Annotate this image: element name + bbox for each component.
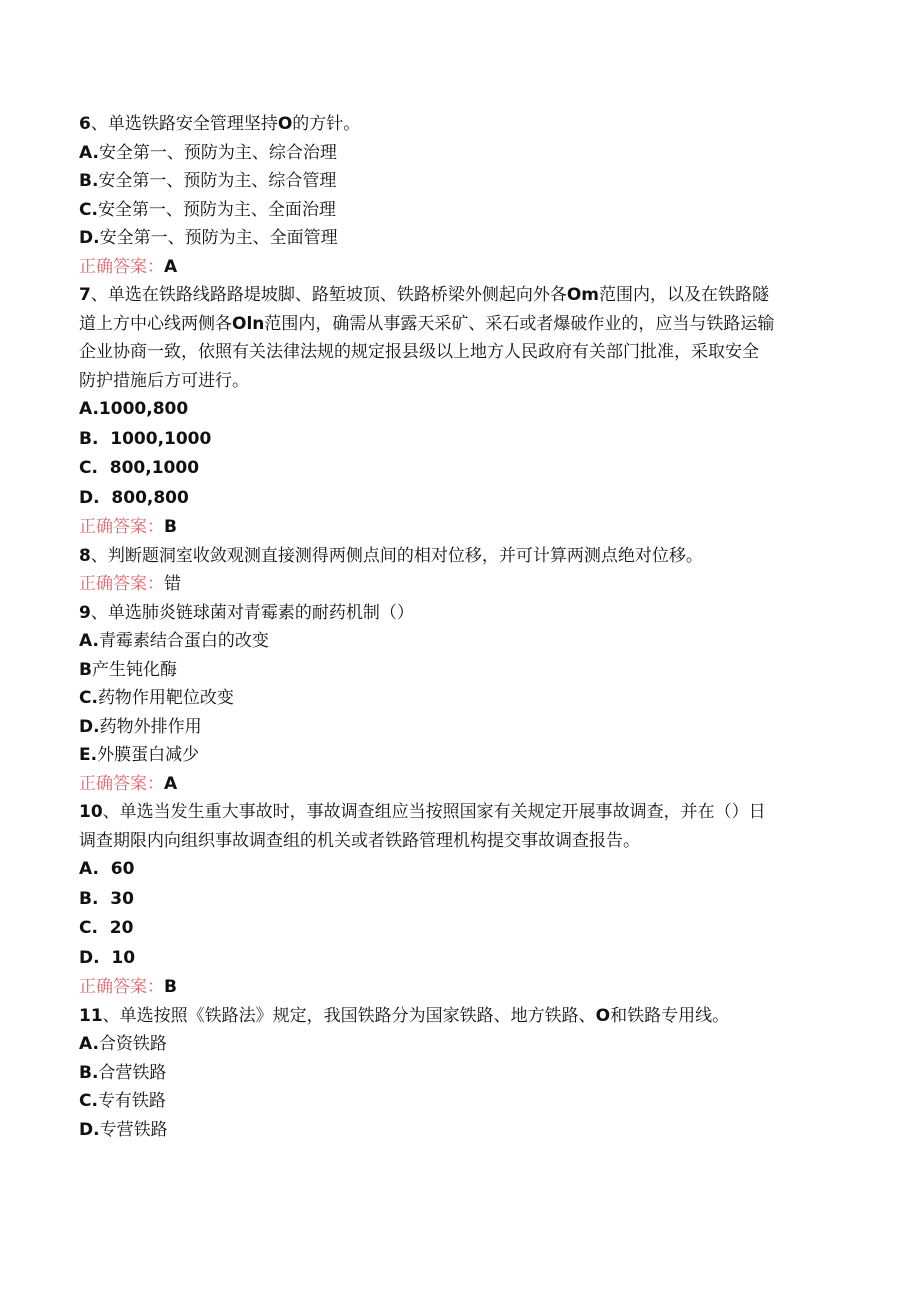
question-number: 11 (79, 1005, 103, 1026)
option-c: C. 800,1000 (79, 458, 200, 478)
option-a: A.合资铁路 (79, 1034, 167, 1054)
option-a: A. 60 (79, 859, 135, 879)
option-c: C. 20 (79, 918, 134, 938)
question-number: 8 (79, 545, 91, 566)
question-stem: 6、单选铁路安全管理坚持O的方针。 (79, 114, 361, 134)
question-number: 7 (79, 285, 91, 305)
answer: 正确答案：A (79, 773, 178, 794)
option-c: C.专有铁路 (79, 1091, 166, 1111)
option-d: D. 800,800 (79, 487, 189, 508)
question-stem-line-3: 企业协商一致，依照有关法律法规的规定报县级以上地方人民政府有关部门批准，采取安全 (79, 342, 759, 362)
question-11 (79, 1002, 839, 1145)
question-9 (79, 599, 839, 799)
question-stem-line-1: 10、单选当发生重大事故时，事故调查组应当按照国家有关规定开展事故调查，并在（）日 (79, 802, 766, 822)
option-a: A.青霉素结合蛋白的改变 (79, 631, 269, 651)
question-number: 6 (79, 114, 91, 134)
question-number: 9 (79, 602, 91, 623)
option-b: B.安全第一、预防为主、综合管理 (79, 171, 337, 191)
question-stem: 8、判断题洞室收敛观测直接测得两侧点间的相对位移，并可计算两测点绝对位移。 (79, 545, 703, 566)
question-stem-line-4: 防护措施后方可进行。 (79, 370, 249, 391)
option-d: D.药物外排作用 (79, 716, 202, 737)
question-stem: 9、单选肺炎链球菌对青霉素的耐药机制（） (79, 602, 414, 623)
option-c: C.安全第一、预防为主、全面治理 (79, 199, 336, 220)
option-b: B. 1000,1000 (79, 428, 212, 449)
document-page (79, 110, 839, 1144)
question-10 (79, 798, 839, 1002)
question-stem-line-1: 7、单选在铁路线路路堤坡脚、路堑坡顶、铁路桥梁外侧起向外各Om范围内，以及在铁路隧 (79, 285, 770, 305)
question-stem-line-2: 道上方中心线两侧各Oln范围内，确需从事露天采矿、采石或者爆破作业的，应当与铁路运输 (79, 313, 775, 334)
question-6 (79, 110, 839, 281)
option-c: C.药物作用靶位改变 (79, 688, 234, 708)
option-d: D. 10 (79, 947, 136, 968)
option-d: D.专营铁路 (79, 1119, 168, 1140)
option-d: D.安全第一、预防为主、全面管理 (79, 228, 338, 248)
question-number: 10 (79, 802, 103, 822)
option-b: B. 30 (79, 888, 134, 909)
option-b: B.合营铁路 (79, 1062, 167, 1083)
question-7 (79, 281, 839, 542)
question-stem: 11、单选按照《铁路法》规定，我国铁路分为国家铁路、地方铁路、O和铁路专用线。 (79, 1005, 730, 1026)
option-a: A.1000,800 (79, 399, 189, 419)
answer: 正确答案：B (79, 517, 177, 537)
option-a: A.安全第一、预防为主、综合治理 (79, 142, 337, 163)
answer: 正确答案：B (79, 977, 177, 997)
question-stem-line-2: 调查期限内向组织事故调查组的机关或者铁路管理机构提交事故调查报告。 (79, 830, 640, 851)
question-8 (79, 542, 839, 599)
answer: 正确答案：A (79, 256, 178, 277)
option-e: E.外膜蛋白减少 (79, 745, 200, 765)
option-b: B产生钝化酶 (79, 659, 177, 680)
answer: 正确答案：错 (79, 574, 181, 594)
